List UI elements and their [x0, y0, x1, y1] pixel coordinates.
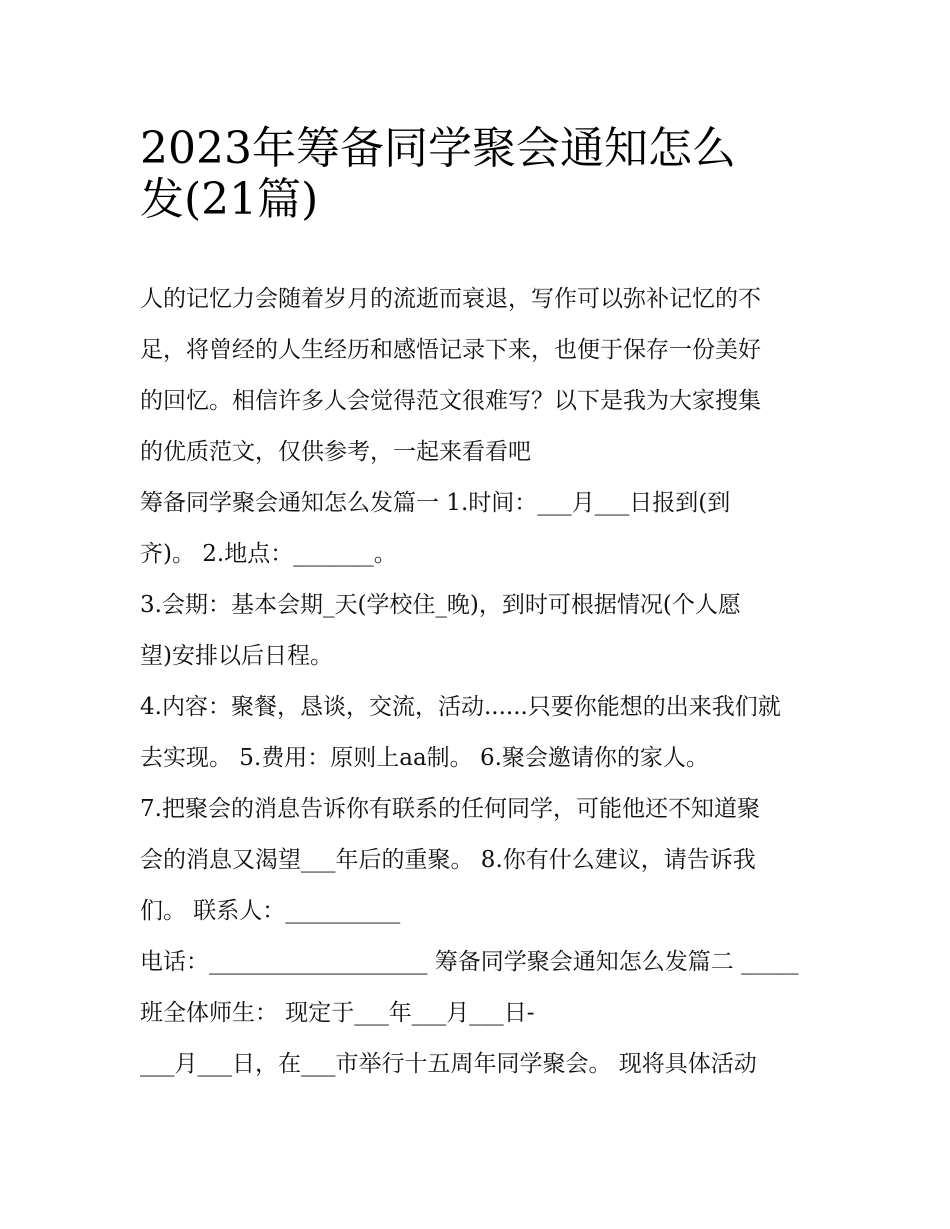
- body-line: 筹备同学聚会通知怎么发篇一 1.时间：___月___日报到(到: [140, 490, 731, 516]
- body-line: 班全体师生： 现定于___年___月___日-: [140, 1000, 535, 1026]
- body-line: 电话：___________________ 筹备同学聚会通知怎么发篇二 _____: [140, 949, 799, 975]
- body-line: 们。 联系人：__________: [140, 898, 401, 924]
- body-line: ___月___日，在___市举行十五周年同学聚会。 现将具体活动: [140, 1051, 757, 1077]
- body-line: 望)安排以后日程。: [140, 643, 333, 669]
- title-line-1: 2023年筹备同学聚会通知怎么: [140, 123, 736, 174]
- body-line: 3.会期：基本会期_天(学校住_晚)，到时可根据情况(个人愿: [140, 592, 741, 618]
- document-title: [140, 112, 830, 225]
- title-line-2: 发(21篇): [140, 174, 319, 225]
- body-line: 7.把聚会的消息告诉你有联系的任何同学，可能他还不知道聚: [140, 796, 760, 822]
- body-line: 去实现。 5.费用：原则上aa制。 6.聚会邀请你的家人。: [140, 745, 709, 771]
- body-line: 会的消息又渴望___年后的重聚。 8.你有什么建议，请告诉我: [140, 847, 756, 873]
- body-line: 足，将曾经的人生经历和感悟记录下来，也便于保存一份美好: [140, 337, 761, 363]
- body-line: 人的记忆力会随着岁月的流逝而衰退，写作可以弥补记忆的不: [140, 286, 761, 312]
- document-body: [140, 274, 830, 1090]
- body-line: 的优质范文，仅供参考，一起来看看吧: [140, 439, 531, 465]
- body-line: 4.内容：聚餐，恳谈，交流，活动......只要你能想的出来我们就: [140, 694, 781, 720]
- body-line: 的回忆。相信许多人会觉得范文很难写？以下是我为大家搜集: [140, 388, 761, 414]
- body-line: 齐)。 2.地点：_______。: [140, 541, 397, 567]
